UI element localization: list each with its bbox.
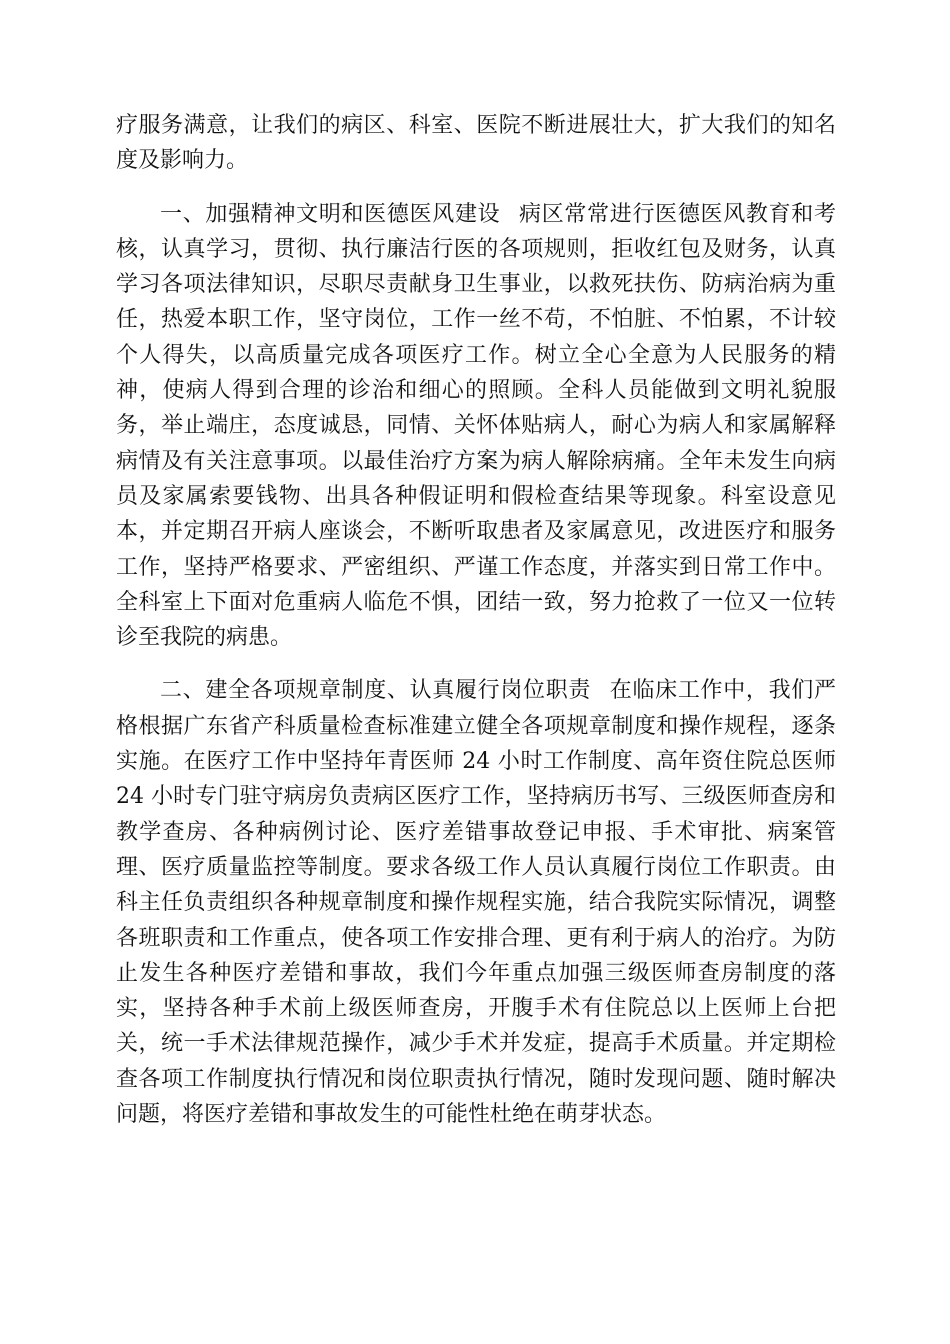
section-heading: 二、建全各项规章制度、认真履行岗位职责 [160,678,592,704]
paragraph-text: 疗服务满意，让我们的病区、科室、医院不断进展壮大，扩大我们的知名度及影响力。 [116,113,836,174]
document-body [116,108,836,1132]
paragraph-section-one [116,197,836,656]
paragraph-intro-continuation [116,108,836,179]
section-heading: 一、加强精神文明和医德医风建设 [160,201,501,227]
paragraph-section-two [116,673,836,1132]
paragraph-text: 病区常常进行医德医风教育和考核，认真学习，贯彻、执行廉洁行医的各项规则，拒收红包及财务，认真学习各项法律知识，尽职尽责献身卫生事业，以救死扶伤、防病治病为重任，热爱本职工作，坚守岗位，工作一丝不苟，不怕脏、不怕累，不计较个人得失，以高质量完成各项医疗工作。树立全心全意为人民服务的精神，使病人得到合理的诊治和细心的照顾。全科人员能做到文明礼貌服务，举止端庄，态度诚恳，同情、关怀体贴病人，耐心为病人和家属解释病情及有关注意事项。以最佳治疗方案为病人解除病痛。全年未发生向病员及家属索要钱物、出具各种假证明和假检查结果等现象。科室设意见本，并定期召开病人座谈会，不断听取患者及家属意见，改进医疗和服务工作，坚持严格要求、严密组织、严谨工作态度，并落实到日常工作中。全科室上下面对危重病人临危不惧，团结一致，努力抢救了一位又一位转诊至我院的病患。 [116,201,836,651]
paragraph-text: 在临床工作中，我们严格根据广东省产科质量检查标准建立健全各项规章制度和操作规程，逐条实施。在医疗工作中坚持年青医师 24 小时工作制度、高年资住院总医师 24 小时专门驻守病房负责病区医疗工作，坚持病历书写、三级医师查房和教学查房、各种病例讨论、医疗差错事故登记申报、手术审批、病案管理、医疗质量监控等制度。要求各级工作人员认真履行岗位工作职责。由科主任负责组织各种规章制度和操作规程实施，结合我院实际情况，调整各班职责和工作重点，使各项工作安排合理、更有利于病人的治疗。为防止发生各种医疗差错和事故，我们今年重点加强三级医师查房制度的落实，坚持各种手术前上级医师查房，开腹手术有住院总以上医师上台把关，统一手术法律规范操作，减少手术并发症，提高手术质量。并定期检查各项工作制度执行情况和岗位职责执行情况，随时发现问题、随时解决问题，将医疗差错和事故发生的可能性杜绝在萌芽状态。 [116,678,836,1128]
